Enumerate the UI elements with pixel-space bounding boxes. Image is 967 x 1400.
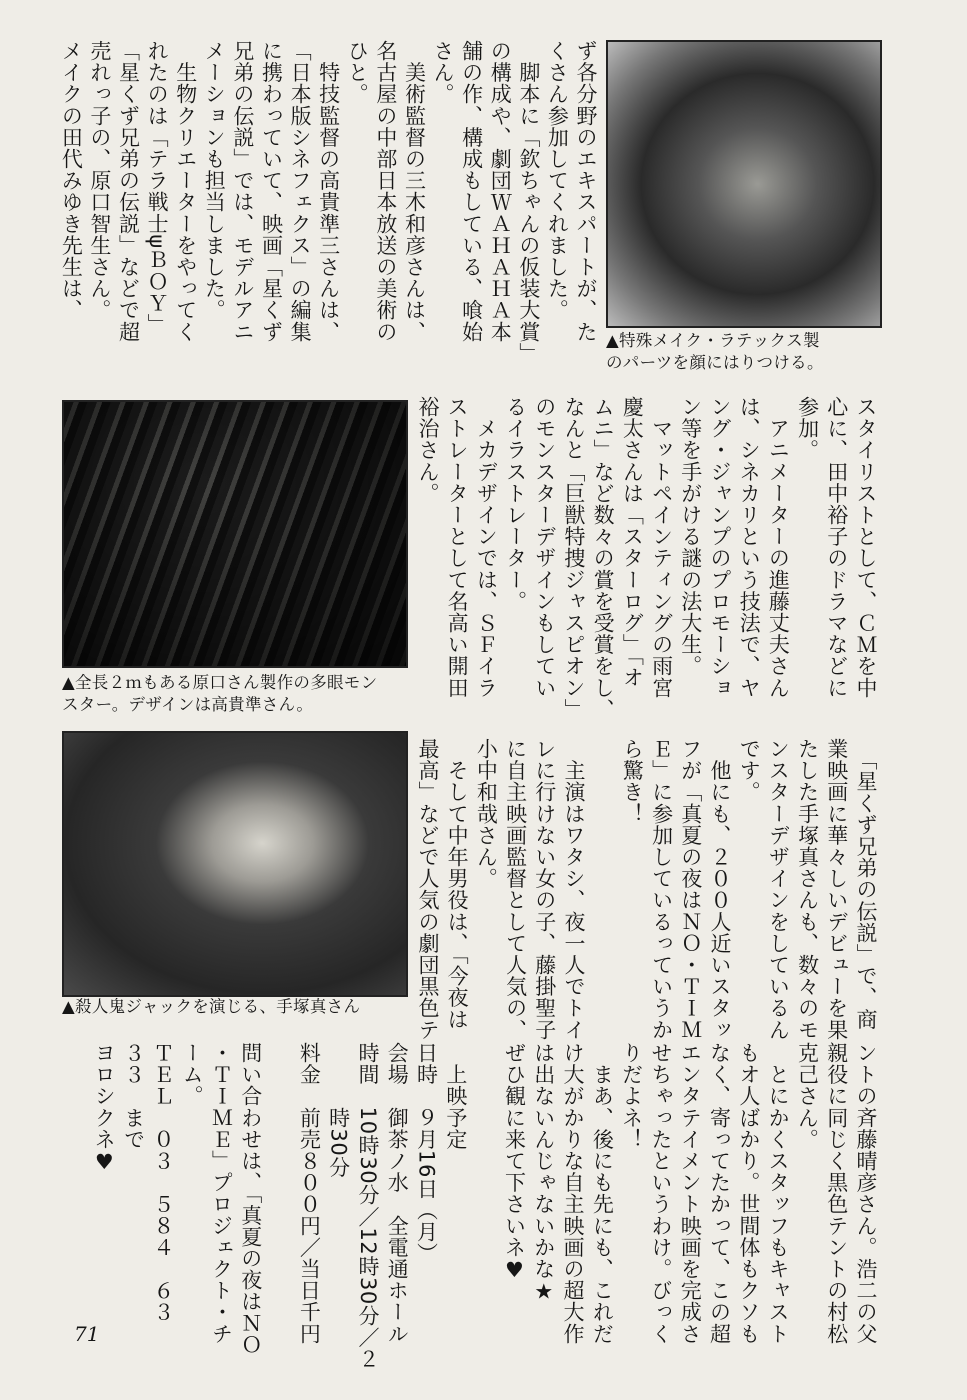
text-column: 心に、田中裕子のドラマなどに <box>824 396 849 699</box>
text-column: ーム。 <box>180 1042 205 1107</box>
text-column: は出ないんじゃないかな★ <box>531 1042 556 1305</box>
text-column: 他にも、２００人近いスタッ <box>707 738 732 1041</box>
text-column: なく、寄ってたかって、この超 <box>707 1042 732 1345</box>
text-column: 時30分 <box>326 1042 351 1178</box>
page-number: 71 <box>74 1322 100 1346</box>
text-column: 上映予定 <box>443 1042 468 1150</box>
text-column: もオ人ばかり。世間体もクソも <box>736 1042 761 1345</box>
text-column: に自主映画監督として人気の、 <box>503 738 528 1041</box>
text-column: そして中年男役は、「今夜は <box>445 738 470 1030</box>
text-column: りだよネ！ <box>619 1042 644 1150</box>
text-column: Ｅ」に参加しているっていうか <box>649 738 674 1041</box>
text-column: メイクの田代みゆき先生は、 <box>59 40 84 321</box>
text-column: くさん参加してくれました。 <box>545 40 570 321</box>
text-column: メカデザインでは、ＳＦイラ <box>474 396 499 699</box>
text-column: 美術監督の三木和彦さんは、 <box>402 40 427 343</box>
caption-line: のパーツを顔にはりつける。 <box>606 353 824 372</box>
text-column: は、シネカリという技法で、ヤ <box>737 396 762 699</box>
text-column: 最高」などで人気の劇団黒色テ <box>415 738 440 1041</box>
text-column: ンスターデザインをしているん <box>766 738 791 1041</box>
text-column: ング・ジャンプのプロモーショ <box>707 396 732 699</box>
text-column: フが「真夏の夜はＮＯ・ＴＩＭ <box>678 738 703 1041</box>
text-column: 料金 前売８００円／当日千円 <box>297 1042 322 1345</box>
text-column: ストレーターとして名高い開田 <box>445 396 470 699</box>
text-column: ら驚き！ <box>620 738 645 825</box>
text-column: 舗の作、構成もしている、喰始 <box>459 40 484 343</box>
text-column: 問い合わせは、「真夏の夜はＮＯ <box>238 1042 263 1356</box>
article-text-block-3 <box>413 738 880 1041</box>
text-column: アニメーターの進藤丈夫さん <box>766 396 791 699</box>
text-column: 日時 ９月16日（月） <box>414 1042 439 1265</box>
text-column: ３３ まで <box>121 1042 146 1150</box>
text-column: の構成や、劇団ＷＡＨＡＨＡ本 <box>488 40 513 343</box>
text-column: ぜひ観に来て下さいネ♥ <box>502 1042 527 1283</box>
text-column: エンタテイメント映画を完成さ <box>678 1042 703 1345</box>
photo-jack-the-killer <box>62 731 408 997</box>
text-column: 時間 10時30分／12時30分／２ <box>355 1042 380 1370</box>
text-column: れたのは「テラ戦士ψＢＯＹ」 <box>145 40 170 336</box>
text-column: 慶太さんは「スターログ」「オ <box>620 396 645 688</box>
text-column: 親役に同じく黒色テントの村松 <box>824 1042 849 1345</box>
caption-line: ▲特殊メイク・ラテックス製 <box>606 331 820 350</box>
caption-line: スター。デザインは高貴準さん。 <box>62 695 314 714</box>
caption-line: ▲殺人鬼ジャックを演じる、手塚真さん <box>62 997 361 1016</box>
text-column: ヨロシクネ♥ <box>92 1042 117 1175</box>
text-column: です。 <box>737 738 762 803</box>
article-text-block-4 <box>89 1042 880 1370</box>
photo-multi-eyed-monster <box>62 400 408 668</box>
text-column: 小中和哉さん。 <box>474 738 499 890</box>
photo-caption-2 <box>62 672 377 716</box>
text-column: け大がかりな自主映画の超大作 <box>561 1042 586 1345</box>
text-column: 名古屋の中部日本放送の美術の <box>373 40 398 343</box>
text-column: とにかくスタッフもキャスト <box>766 1042 791 1345</box>
text-column: ・ＴＩＭＥ」プロジェクト・チ <box>209 1042 234 1345</box>
text-column <box>265 1042 294 1332</box>
text-column: ひと。 <box>345 40 370 105</box>
text-column: 会場 御茶ノ水 全電通ホール <box>385 1042 410 1345</box>
text-column: ン等を手がける謎の法大生。 <box>678 396 703 677</box>
text-column: のモンスターデザインもしてい <box>532 396 557 699</box>
article-text-block-1 <box>57 40 600 364</box>
text-column: さん。 <box>431 40 456 105</box>
text-column: 特技監督の高貴準三さんは、 <box>316 40 341 343</box>
text-column: マットペインティングの雨宮 <box>649 396 674 699</box>
text-column: ＴＥＬ ０３ ５８４ ６３ <box>150 1042 175 1323</box>
text-column: 兄弟の伝説」では、モデルアニ <box>230 40 255 343</box>
text-column: 脚本に「欽ちゃんの仮装大賞」 <box>516 40 541 364</box>
text-column: まあ、後にも先にも、これだ <box>590 1042 615 1345</box>
text-column: ントの斉藤晴彦さん。浩二の父 <box>854 1042 878 1345</box>
caption-line: ▲全長２ｍもある原口さん製作の多眼モン <box>62 673 378 692</box>
photo-caption-3 <box>62 996 360 1018</box>
text-column: 克己さん。 <box>795 1042 820 1150</box>
text-column: 「星くず兄弟の伝説」などで超 <box>116 40 141 343</box>
text-column: せちゃったというわけ。びっく <box>648 1042 673 1345</box>
text-column: 参加。 <box>795 396 820 461</box>
text-column: スタイリストとして、ＣＭを中 <box>854 396 878 699</box>
text-column: 業映画に華々しいデビューを果 <box>824 738 849 1041</box>
text-column: ず各分野のエキスパートが、た <box>574 40 598 343</box>
text-column: なんと「巨獣特捜ジャスピオン」 <box>561 396 586 720</box>
text-column: 売れっ子の、原口智生さん。 <box>87 40 112 321</box>
text-column <box>588 738 617 1008</box>
text-column: に携わっていて、映画「星くず <box>259 40 284 343</box>
photo-special-makeup <box>606 40 882 328</box>
text-column: るイラストレーター。 <box>503 396 528 612</box>
text-column: 生物クリエーターをやってく <box>173 40 198 343</box>
photo-caption-1 <box>606 330 824 374</box>
article-text-block-2 <box>413 396 880 720</box>
text-column: レに行けない女の子、藤掛聖子 <box>532 738 557 1041</box>
text-column: 主演はワタシ、夜一人でトイ <box>561 738 586 1041</box>
text-column <box>470 1042 499 1332</box>
text-column: ムニ」など数々の賞を受賞をし、 <box>591 396 616 720</box>
text-column: 裕治さん。 <box>415 396 440 504</box>
text-column: 「星くず兄弟の伝説」で、商 <box>854 738 878 1030</box>
text-column: 「日本版シネフェクス」の編集 <box>288 40 313 343</box>
text-column: メーションも担当しました。 <box>202 40 227 321</box>
text-column: たした手塚真さんも、数々のモ <box>795 738 820 1041</box>
